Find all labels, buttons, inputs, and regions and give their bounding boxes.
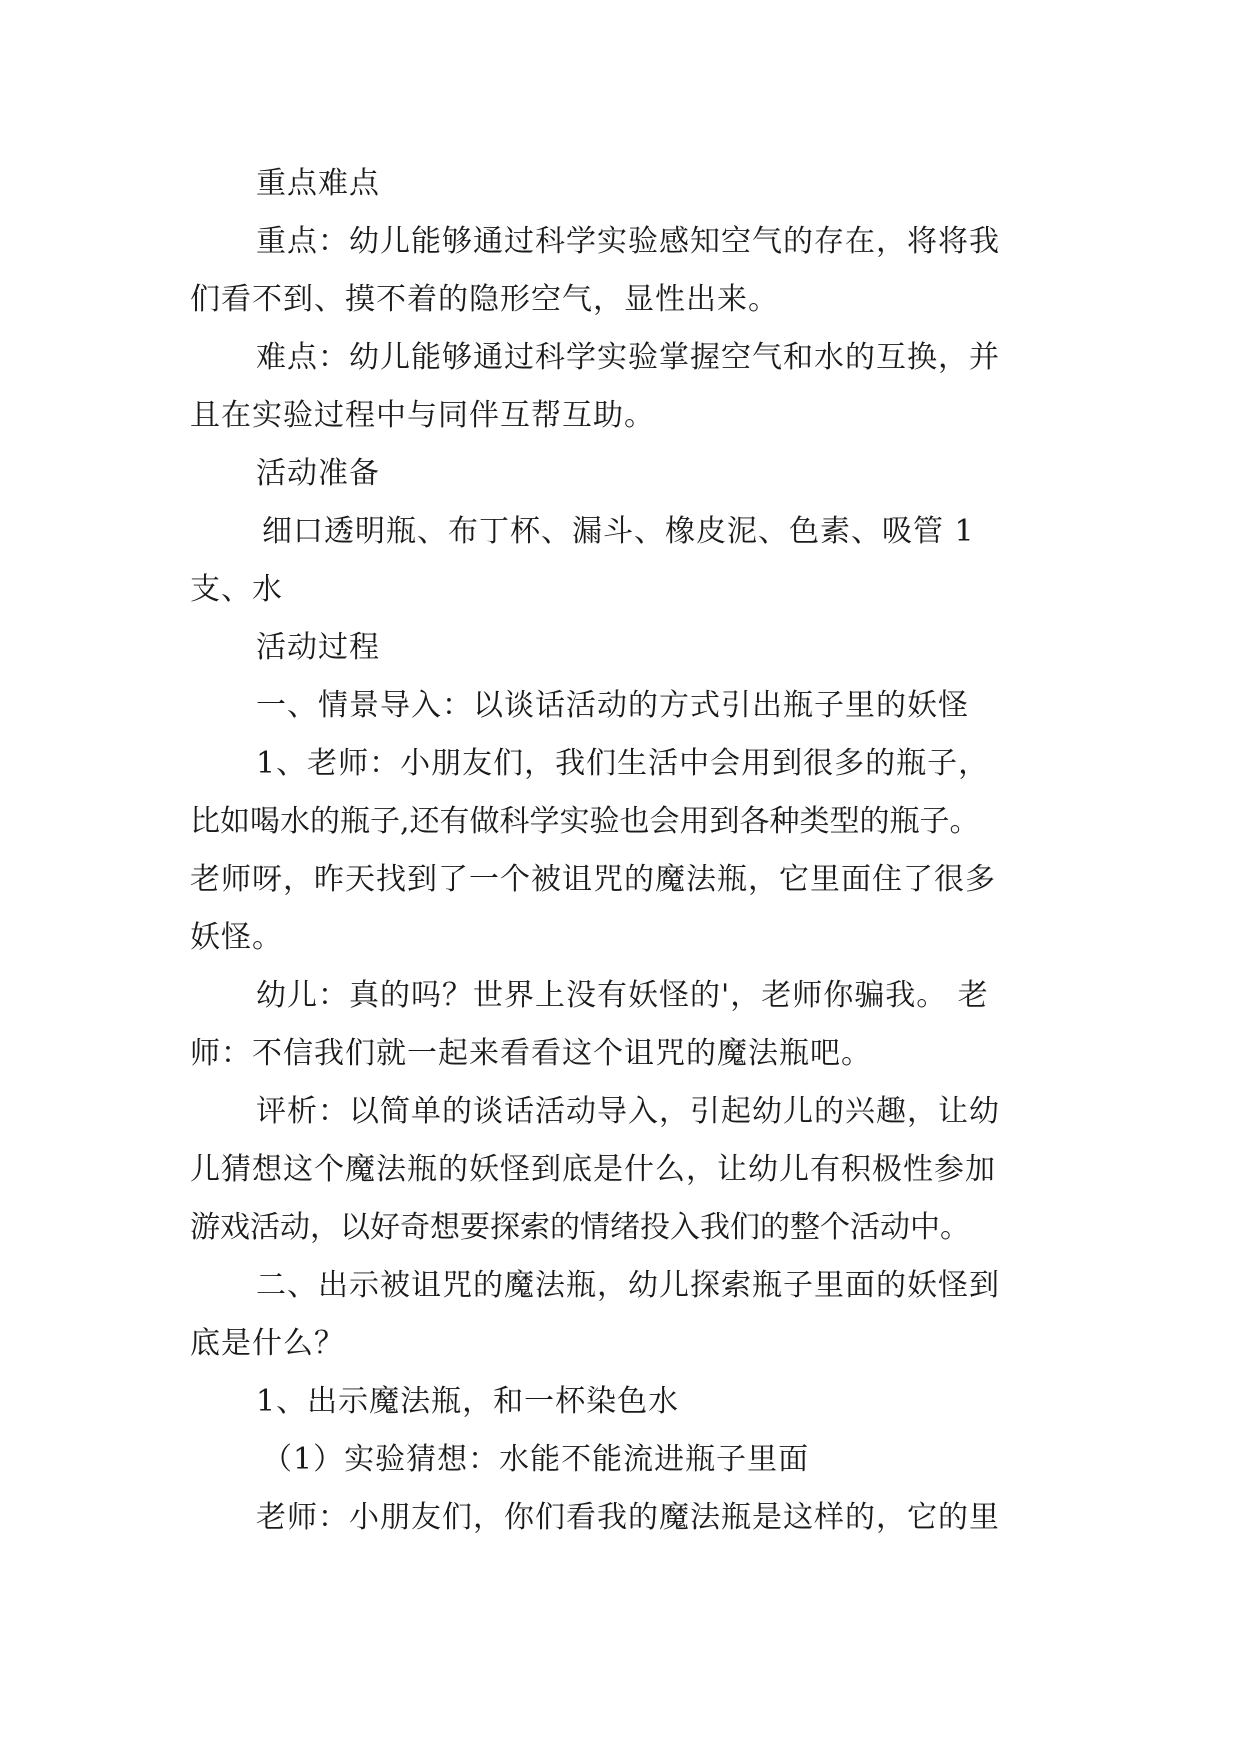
paragraph-line: 1、老师：小朋友们，我们生活中会用到很多的瓶子， [256,746,990,781]
heading-key-points: 重点难点 [256,166,380,201]
paragraph-line: 重点：幼儿能够通过科学实验感知空气的存在，将将我 [256,224,1000,259]
paragraph-line: 难点：幼儿能够通过科学实验掌握空气和水的互换，并 [256,340,1000,375]
paragraph-line: 们看不到、摸不着的隐形空气，显性出来。 [190,282,779,317]
paragraph-line: 老师呀，昨天找到了一个被诅咒的魔法瓶，它里面住了很多 [190,862,996,897]
paragraph-line: 支、水 [190,572,283,607]
subsection-heading: 1、出示魔法瓶，和一杯染色水 [256,1384,680,1419]
paragraph-line: 细口透明瓶、布丁杯、漏斗、橡皮泥、色素、吸管 1 [262,514,975,549]
paragraph-line: 比如喝水的瓶子,还有做科学实验也会用到各种类型的瓶子。 [190,804,980,839]
paragraph-line: 评析：以简单的谈话活动导入，引起幼儿的兴趣，让幼 [256,1094,1000,1129]
paragraph-line: 且在实验过程中与同伴互帮互助。 [190,398,655,433]
paragraph-line: 妖怪。 [190,920,283,955]
heading-preparation: 活动准备 [256,456,380,491]
paragraph-line: 儿猜想这个魔法瓶的妖怪到底是什么，让幼儿有积极性参加 [190,1152,996,1187]
paragraph-line: 幼儿：真的吗？世界上没有妖怪的'，老师你骗我。 老 [256,978,989,1013]
paragraph-line: 游戏活动，以好奇想要探索的情绪投入我们的整个活动中。 [190,1210,970,1245]
heading-process: 活动过程 [256,630,380,665]
section-heading: 二、出示被诅咒的魔法瓶，幼儿探索瓶子里面的妖怪到 [256,1268,1000,1303]
section-heading: 一、情景导入：以谈话活动的方式引出瓶子里的妖怪 [256,688,969,723]
paragraph-line: 底是什么？ [190,1326,345,1361]
subsection-heading: （1）实验猜想：水能不能流进瓶子里面 [262,1442,810,1477]
paragraph-line: 老师：小朋友们，你们看我的魔法瓶是这样的，它的里 [256,1500,1000,1535]
paragraph-line: 师：不信我们就一起来看看这个诅咒的魔法瓶吧。 [190,1036,872,1071]
